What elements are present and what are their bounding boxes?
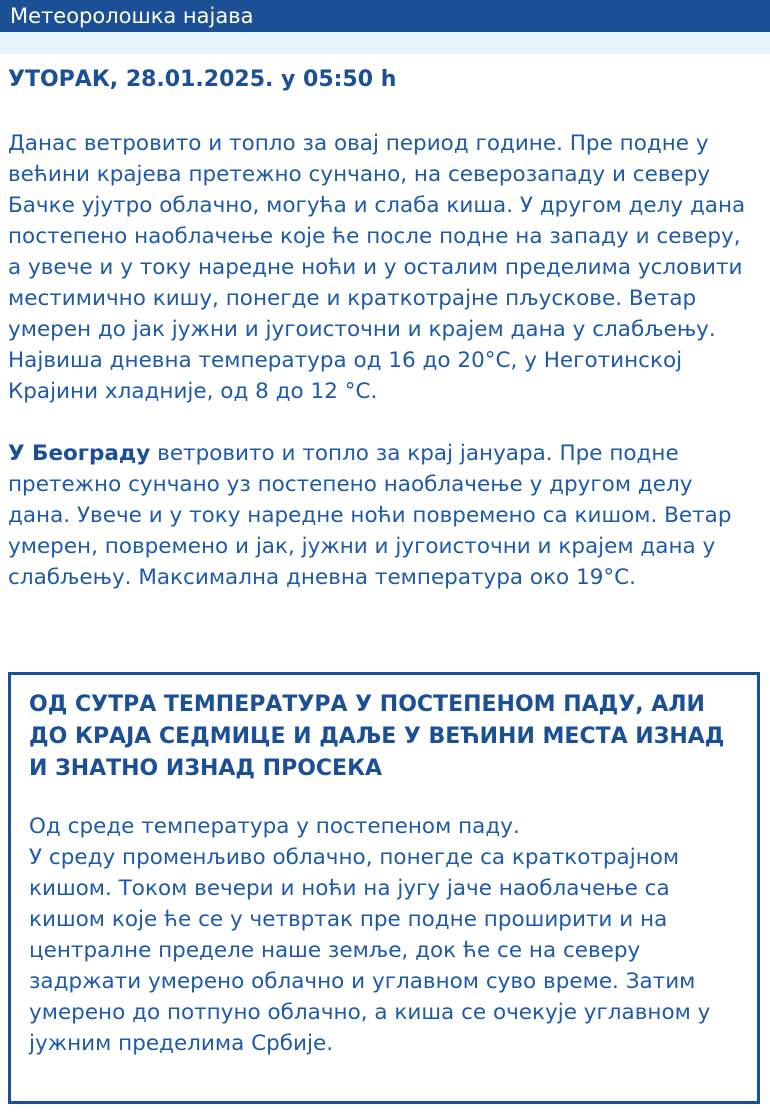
page-title: Метеоролошка најава <box>10 4 254 28</box>
belgrade-forecast <box>8 438 756 593</box>
forecast-date-heading: УТОРАК, 28.01.2025. у 05:50 h <box>8 67 397 92</box>
outlook-heading: ОД СУТРА ТЕМПЕРАТУРА У ПОСТЕПЕНОМ ПАДУ, АЛИ ДО КРАЈА СЕДМИЦЕ И ДАЉЕ У ВЕЋИНИ МЕСТА ИЗНАД И ЗНАТНО ИЗНАД ПРОСЕКА <box>29 692 725 781</box>
page-title-bar <box>0 0 770 32</box>
forecast-content <box>0 66 770 593</box>
serbia-forecast-text: Данас ветровито и топло за овај период године. Пре подне у већини крајева претежно сунчано, на северозападу и северу Бачке ујутро облачно, могућа и слаба киша. У другом делу дана постепено наоблачење које ће после подне на западу и северу, а увече и у току наредне ноћи и у осталим пределима условити местимично кишу, понегде и краткотрајне пљускове. Ветар умерен до јак јужни и југоисточни и крајем дана у слабљењу. Највиша дневна температура од 16 до 20°C, у Неготинској Крајини хладније, од 8 до 12 °C. <box>8 131 746 404</box>
belgrade-forecast-text: ветровито и топло за крај јануара. Пре подне претежно сунчано уз постепено наоблачење у другом делу дана. Увече и у току наредне ноћи повремено са кишом. Ветар умерен, повремено и јак, јужни и југоисточни и крајем дана у слабљењу. Максимална дневна температура око 19°C. <box>8 441 732 590</box>
outlook-line-1: Од среде температура у постепеном паду. <box>29 814 520 839</box>
title-strip <box>0 32 770 54</box>
outlook-text <box>29 811 739 1059</box>
outlook-box <box>8 672 760 1104</box>
belgrade-label: У Београду <box>8 441 151 466</box>
outlook-body: У среду променљиво облачно, понегде са краткотрајном кишом. Током вечери и ноћи на југу јаче наоблачење са кишом које ће се у четвртак пре подне проширити и на централне пределе наше земље, док ће се на северу задржати умерено облачно и углавном суво време. Затим умерено до потпуно облачно, а киша се очекује углавном у јужним пределима Србије. <box>29 845 711 1056</box>
